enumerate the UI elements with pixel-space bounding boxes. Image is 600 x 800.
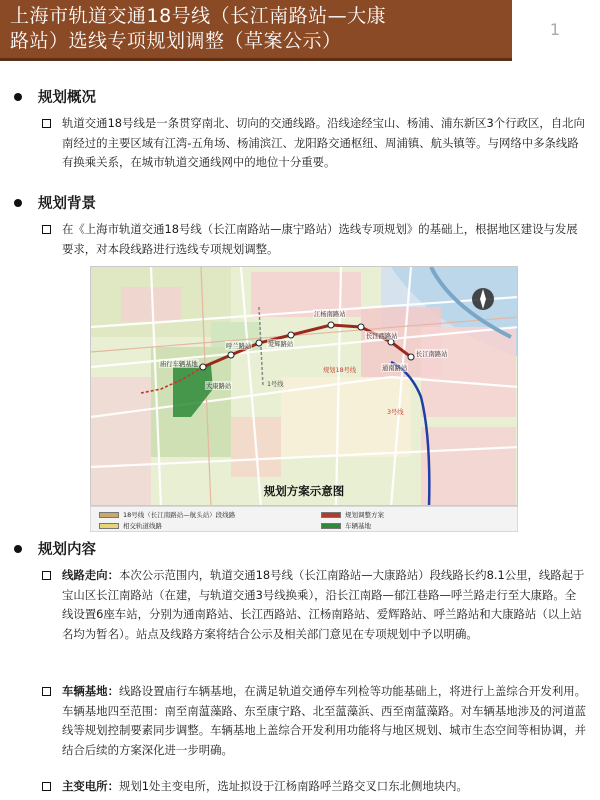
section-heading-content xyxy=(14,538,96,559)
page-title xyxy=(0,0,512,58)
legend-swatch xyxy=(321,512,341,518)
route-map xyxy=(90,266,518,506)
line-3-label: 3号线 xyxy=(387,409,404,416)
compass-icon xyxy=(472,288,494,310)
station-label-jiangyangnan: 江杨南路站 xyxy=(314,311,346,318)
square-bullet-icon xyxy=(42,687,51,696)
content-item-substation xyxy=(42,777,587,797)
bullet-dot-icon xyxy=(14,93,22,101)
square-bullet-icon xyxy=(42,119,51,128)
map-graphic xyxy=(91,267,518,506)
overview-text: 轨道交通18号线是一条贯穿南北、切向的交通线路。沿线途经宝山、杨浦、浦东新区3个行政区，自北向南经过的主要区域有江湾-五角场、杨浦滨江、龙阳路交通枢纽、周浦镇、航头镇等。与网络中多条线路有换乘关系，在城市轨道交通线网中的地位十分重要。 xyxy=(62,116,585,169)
legend-item-line18: 18号线（长江南路站—航头站）段线路 xyxy=(99,510,235,519)
station-label-changjiangnan: 长江南路站 xyxy=(416,351,448,358)
section-heading-overview xyxy=(14,86,96,107)
bullet-dot-icon xyxy=(14,199,22,207)
item-text: 规划1处主变电所，选址拟设于江杨南路呼兰路交叉口东北侧地块内。 xyxy=(118,779,468,793)
legend-item-adjustment: 规划调整方案 xyxy=(321,510,384,519)
square-bullet-icon xyxy=(42,571,51,580)
station-label-tongnan: 通南路站 xyxy=(382,365,408,372)
station-label-changjiangxi: 长江西路站 xyxy=(366,333,398,340)
item-label: 主变电所： xyxy=(62,779,119,793)
legend-swatch xyxy=(321,523,341,529)
legend-item-depot: 车辆基地 xyxy=(321,521,371,530)
map-caption: 规划方案示意图 xyxy=(263,484,345,498)
title-line-1: 上海市轨道交通18号线（长江南路站—大康 xyxy=(10,5,387,27)
square-bullet-icon xyxy=(42,225,51,234)
section-heading-text: 规划内容 xyxy=(38,542,96,558)
overview-item xyxy=(42,114,587,173)
legend-swatch xyxy=(99,523,119,529)
page-number: 1 xyxy=(549,20,561,39)
square-bullet-icon xyxy=(42,782,51,791)
depot-label: 庙行车辆基地 xyxy=(160,361,198,368)
title-line-2: 路站）选线专项规划调整（草案公示） xyxy=(10,30,342,52)
section-heading-background xyxy=(14,192,96,213)
line-1-label: 1号线 xyxy=(267,381,284,388)
background-text: 在《上海市轨道交通18号线（长江南路站—康宁路站）选线专项规划》的基础上，根据地区建设与发展要求，对本段线路进行选线专项规划调整。 xyxy=(62,222,578,256)
item-text: 线路设置庙行车辆基地，在满足轨道交通停车列检等功能基础上，将进行上盖综合开发利用。车辆基地四至范围：南至南蕰藻路、东至康宁路、北至蕰藻浜、西至南蕰藻路。对车辆基地涉及的河道蓝线等规划控制要素同步调整。车辆基地上盖综合开发利用功能将与地区规划、城市生态空间等相协调，并结合后续的方案深化进一步明确。 xyxy=(62,684,586,757)
background-item xyxy=(42,220,587,259)
item-label: 线路走向： xyxy=(62,568,119,582)
content-item-route xyxy=(42,566,587,644)
legend-item-intersecting-lines: 相交轨道线路 xyxy=(99,521,162,530)
title-underline xyxy=(0,58,512,61)
item-text: 本次公示范围内，轨道交通18号线（长江南路站—大康路站）段线路长约8.1公里，线路起于宝山区长江南路站（在建，与轨道交通3号线换乘），沿长江南路—郁江巷路—呼兰路走行至大康路。全线设置6座车站，分别为通南路站、长江西路站、江杨南路站、爱辉路站、呼兰路站和大康路站（以上站名均为暂名）。站点及线路方案将结合公示及相关部门意见在专项规划中予以明确。 xyxy=(62,568,585,641)
content-item-depot xyxy=(42,682,587,760)
station-label-dakang: 大康路站 xyxy=(206,383,232,390)
station-label-aihui: 爱辉路站 xyxy=(268,341,294,348)
legend-swatch xyxy=(99,512,119,518)
station-label-hulan: 呼兰路站 xyxy=(226,343,252,350)
section-heading-text: 规划背景 xyxy=(38,196,96,212)
section-heading-text: 规划概况 xyxy=(38,90,96,106)
header-banner xyxy=(0,0,600,58)
bullet-dot-icon xyxy=(14,545,22,553)
map-legend xyxy=(90,506,518,532)
item-label: 车辆基地： xyxy=(62,684,119,698)
line-18-label: 规划18号线 xyxy=(323,367,357,374)
